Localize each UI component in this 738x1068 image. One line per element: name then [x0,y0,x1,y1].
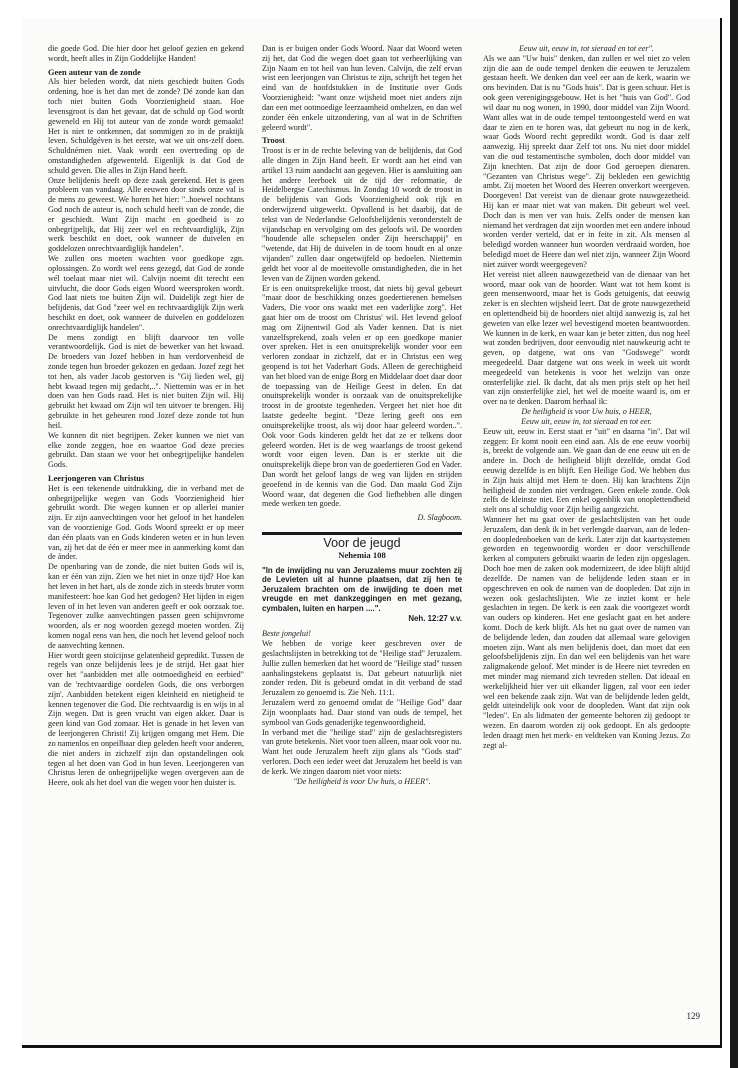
paragraph: We hebben de vorige keer geschreven over de geslachtslijsten in betrekking tot de "Heilige stad" Jeruzalem. Jullie zullen bemerken dat het woord de "Heilige stad" tussen aanhalingstekens geplaatst is. Dat gebeurt natuurlijk niet zonder reden. Dit is gebeurd omdat in dit verband de stad Jeruzalem zo genoemd is. Zie Neh. 11:1. [262,639,462,698]
paragraph: We zullen ons moeten wachten voor goedkope zgn. oplossingen. Zo wordt wel eens gezegd, dat God de zonde wél toelaat maar niet wil. Calvijn noemt dit terecht een uitvlucht, die door Gods eigen Woord weersproken wordt. God laat niets toe buiten Zijn wil. Duidelijk zegt hier de belijdenis, dat God "zeer wel en rechtvaardiglijk Zijn werk beschikt en doet, ook wanneer de duivelen en goddelozen onrechtvaardiglijk handelen". [48,254,244,332]
paragraph: Hier wordt geen stoïcijnse gelatenheid gepredikt. Tussen de regels van onze belijdenis lees je de strijd. Het gaat hier over het "aanbidden met alle ootmoedigheid en eerbied" van de 'rechtvaardige oordelen Gods, die ons verborgen zijn'. Aanbidden betekent eigen kleinheid en nietigheid te kennen tegenover die God. Die rechtvaardig is en wijs in al Zijn wegen. Dat is geen vrucht van eigen akker. Daar is geen kind van God zomaar. Het is genade in het leven van de leerjongeren Christi! Zij krijgen omgang met Hem. Die zo namenlos en onpeilbaar diep geleden heeft voor anderen, die niet anders in zichzelf zijn dan opstandelingen ook tegen al het doen van God in hun leven. Leerjongeren van Christus leren de onbegrijpelijke wegen overgeven aan de Heere, ook als het doel van die wegen voor hen duister is. [48,650,244,788]
salutation: Beste jongelui! [262,629,311,639]
column-right [483,44,690,751]
meditation-continued [262,44,462,523]
paragraph: Jeruzalem werd zo genoemd omdat de "Heilige God" daar Zijn woonplaats had. Daar stond van ouds de tempel, het symbool van Gods genaderijke tegenwoordigheid. [262,698,462,727]
scan-edge [730,0,738,1068]
poem-line: "De heiligheid is voor Uw huis, o HEER". [293,776,431,786]
jeugd-title: Voor de jeugd [323,536,401,550]
paragraph: Want het oude Jeruzalem heeft zijn glans als "Gods stad" verloren. Doch een ieder weet dat Jeruzalem het beeld is van de kerk. We zingen daarom niet voor niets: [262,747,462,776]
page-number: 129 [686,1011,700,1021]
section-heading: Troost [262,136,285,146]
signature: D. Slagboom. [417,513,462,523]
poem-line: Eeuw uit, eeuw in, tot sieraad en tot eer. [521,416,652,426]
paragraph: Er is een onuitsprekelijke troost, dat niets bij geval gebeurt "maar door de beschikking onzes goedertierenen hemelsen Vaders, Die voor ons waakt met een vaderlijke zorg". Het gaat hier om de troost om Christus' wil. Het levend geloof mag om Zijnentwil God als Vader kennen. Dat is niet vanzelfsprekend, zoals velen er op een goedkope manier over spreken. Het is een onuitsprekelijk wonder voor een verloren zondaar in zichzelf, dat er in Christus een weg geopend is tot het Vaderhart Gods. Alleen de gerechtigheid van het bloed van de enige Borg en Middelaar doet daar door de toepassing van de Heilige Geest in delen. En dat onuitsprekelijk wonder is oorzaak van de onuitsprekelijke troost in de grootste tegenheden. Vergeet het niet hoe dit laatste gedeelte begint. "Deze lering geeft ons een onuitsprekelijke troost, als wij door haar geleerd worden..". Ook voor Gods kinderen geldt het dat ze er telkens door geleerd worden. Het is de weg waarlangs de troost gekend wordt voor eigen leven. Dan is er sterkte uit die onuitsprekelijk diepe bron van de goedertieren God en Vader. Dan wordt het geloof langs de weg van lijden en strijden geoefend in de kennis van die God. Dan maakt God Zijn Woord waar, dat degenen die God liefhebben alle dingen mede werken ten goede. [262,283,462,509]
document-page [22,18,722,1048]
section-heading: Geen auteur van de zonde [48,67,141,77]
paragraph: De openbaring van de zonde, die niet buiten Gods wil is, kan er één van zijn. Zien we het niet in onze tijd? Hoe kan het leven in het hart, als de zonde zich in steeds bruter vorm manifesteert: hoe kan God het gedogen? Het lijden in eigen leven of in het leven van anderen geeft er ook oorzaak toe. Tegenover zulke aanvechtingen passen geen schijnvrome woorden, als er nog woorden gezegd moeten worden. Zij komen nogal eens van hen, die noch het levend geloof noch de aanvechting kennen. [48,562,244,650]
paragraph: Dan is er buigen onder Gods Woord. Naar dat Woord weten zij het, dat God die wegen doet gaan tot verheerlijking van Zijn Naam en tot heil van hun leven. Calvijn, die zelf ervan wist een leerjongen van Christus te zijn, schrijft het tegen het eind van de hoofdstukken in de Institutie over Gods Voorzienigheid: "want onze wijsheid moet niet anders zijn dan een met ootmoedige leerzaamheid omhelzen, en dan wel zonder één enkele uitzondering, van al wat in de Schriften geleerd wordt". [262,44,462,132]
jeugd-body [262,629,462,786]
paragraph: We kunnen dit niet begrijpen. Zeker kunnen we niet van elke zonde zeggen, hoe en waartoe God deze precies gebruikt. Dan staan we voor het onbegrijpelijke handelen Gods. [48,430,244,470]
paragraph: Als hier beleden wordt, dat niets geschiedt buiten Gods ordening, hoe is het dan met de zonde? Dé zonde kan dan toch niet buiten Gods Voorzienigheid staan. Hoe levensgroot is dan het gevaar, dat de schuld op God wordt geweneld en Hij tot auteur van de zonde wordt gemaakt! Het is niet te ontkennen, dat sommigen zo in de praktijk leven. Schuldgéven is het eerste, wat we uit ons-zelf doen. Schuldnémen niet. Vaak wordt een overtreding op de omstandigheden afgewenteld. Eigenlijk is dat God de schuld geven. Die alles in Zijn Hand heeft. [48,77,244,175]
paragraph: Het vereist niet alleen nauwgezetheid van de dienaar van het woord, maar ook van de hoorder. Want wat tot hem komt is geen mensenwoord, maar het is Gods getuigenis, dat eeuwig zeker is en slechten wijsheid leert. Dat de grote nauwgezetheid en oplettendheid bij de hoorders niet altijd aanwezig is, zal het geweten van elke lezer wel bevestigend moeten beantwoorden. We kunnen in de kerk, en waar kan je beter zitten, dus nog heel wat zonden bedrijven, door eenvoudig niet nauwkeurig acht te geven, op datgene, wat ons van "Godswege" wordt meegedeeld. Daar datgene wat ons week in week uit wordt meegedeeld van betekenis is voor het welzijn van onze onsterfelijke ziel. Ik dacht, dat als men prijs stelt op het heil van zijn onsterfelijke ziel, het wel de moeite waard is, om er over na te denken. Daarom herhaal ik: [483,269,690,407]
paragraph: De mens zondigt en blijft daarvoor ten volle verantwoordelijk. God is niet de bewerker van het kwaad. De broeders van Jozef hebben in hun verdorvenheid de zonde tegen hun broeder gekozen en gedaan. Jozef zegt het tot hen, als vader Jacob gestorven is "Gij lieden wel, gij hebt kwaad tegen mij gedacht,..". Niettemin was er in het doen van hen Gods raad. Het is niet buiten Zijn wil. Hij gebruikt het kwaad om Zijn wil ten uitvoer te brengen. Hij gebruikte in het gebeuren rond Jozef deze zonde tot hun heil. [48,332,244,430]
paragraph: Troost is er in de rechte beleving van de belijdenis, dat God alle dingen in Zijn Hand heeft. Er wordt aan het eind van artikel 13 ruim aandacht aan gegeven. Hier is aansluiting aan het andere leerboek uit de tijd der reformatie, de Heidelbergse Catechismus. In Zondag 10 wordt de troost in de belijdenis van Gods Voorzienigheid ook rijk en onderwijzend uitgewerkt. Opvallend is het daarbij, dat de tekst van de Nederlandse Geloofsbelijdenis veronderstelt de vijandschap en vervolging om des geloofs wil. De woorden "houdende alle schepselen onder Zijn heerschappij" en "wetende, dat Hij de duivelen in de toom houdt en al onze vijanden" zullen daar ongetwijfeld op bedoelen. Niettemin geldt het voor al de moeitevolle omstandigheden, die in het leven van de Zijnen worden gekend. [262,146,462,283]
paragraph: In verband met die "heilige stad" zijn de geslachtsregisters van grote betekenis. Niet voor toen alleen, maar ook voor nu. [262,727,462,747]
paragraph: Als we aan "Uw huis" denken, dan zullen er wel niet zo velen zijn die aan de oude tempel denken die eeuwen te Jeruzalem gestaan heeft. We denken dan veel eer aan de kerk, waarin we ons bevinden. Dat is nu "Gods huis". Dat is geen schuur. Het is ook geen verenigingsgebouw. Het is het "huis van God". God wil daar nu nog wonen, in 1990, door middel van Zijn Woord. Want alles wat in de oude tempel tentoongesteld werd en wat daar te zien en te horen was, dat gebeurt nu nog in de kerk, waar Gods Woord recht gepredikt wordt. God is daar zelf aanwezig. Hij spreekt daar Zelf tot ons. Nu niet door middel van die oud testamentische symbolen, doch door middel van Zijn knechten. Dat zijn de door God geroepen dienaren. "Gezanten van Christus wege". Zij bekleden een gewichtig ambt. Zij moeten het Woord des Heeren onverkort weergeven. Doorgeven! Dat vereist van de dienaar grote nauwgezetheid. Hij kan er maar niet wat van maken. Dit gebeurt wel veel. Doch dan is men ver van huis. Zelfs onder de mensen kan niemand het verdragen dat zijn woorden met een andere inhoud worden verder verteld, dat er in feite in zit. Als mensen al beledigd worden wanneer hun woorden verdraaid worden, hoe beledigd moet de Heere dan wel niet zijn, wanneer Zijn Woord niet zuiver wordt weergegeven? [483,53,690,269]
jeugd-reference: Neh. 12:27 v.v. [408,613,462,623]
poem-line: Eeuw uit, eeuw in, tot sieraad en tot eer". [519,44,654,53]
section-heading: Leerjongeren van Christus [48,473,145,483]
jeugd-quote: "In de inwijding nu van Jeruzalems muur zochten zij de Levieten uit al hunne plaatsen, dat zij hen te Jeruzalem brachten om de inwijding te doen met vreugde en met dankzeggingen en met gezang, cymbalen, luiten en harpen ....". [262,565,462,613]
poem-line: De heiligheid is voor Uw huis, o HEER, [521,407,652,417]
column-middle [262,44,462,786]
paragraph: die goede God. Die hier door het geloof gezien en gekend wordt, heeft alles in Zijn Goddelijke Handen! [48,44,244,63]
section-divider [262,532,462,535]
column-left [48,44,244,788]
paragraph: Wanneer het nu gaat over de geslachtslijsten van het oude Jeruzalem, dan denk ik in het verlengde daarvan, aan de leden- en doopledenboeken van de kerk. Later zijn dat kaartsystemen geworden en tegenwoordig worden er door verschillende kerken al computers gebruikt waarin de leden zijn opgeslagen. Doch hoe men de zaken ook modernizeert, de idee blijft altijd dezelfde. De namen van de belijdende leden staan er in opgeschreven en ook de namen van de doopleden. Dat zijn in wezen ook geslachtslijsten. Wie ze inziet komt er hele geslachten in tegen. De kerk is een zaak die voortgezet wordt van ouders op kinderen. Het ene geslacht gaat en het andere komt. Doch de kerk blijft. Als het nu gaat over de namen van de belijdende leden, dan zouden dat allemaal ware gelovigen moeten zijn. Want als men belijdenis doet, dan moet dat een geloofsbelijdenis zijn. En dan wel een belijdenis van het ware zaligmakende geloof. Met minder is de Heere niet tevreden en met minder mag niemand zich tevreden stellen. Dat ideaal en werkelijkheid hier ver uit elkander liggen, zal voor een ieder wel een bekende zaak zijn. Wat van de belijdende leden geldt, geldt uiteindelijk ook voor de doopleden. Want dat zijn ook "leden". En als lidmaten der gemeente behoren zij gedoopt te wezen. En daarom worden zij ook gedoopt. En als gedoopte leden draagt men het merk- en veldteken van Koning Jezus. Zo zegt al- [483,515,690,750]
jeugd-subtitle: Nehemia 108 [338,549,386,560]
paragraph: Onze belijdenis heeft op deze zaak gerekend. Het is geen probleem van vandaag. Alle eeuwen door sinds onze val is de mens zo geweest. We horen het hier: "..hoewel nochtans God noch de auteur is, noch schuld heeft van de zonde, die er geschiedt. Want Zijn macht en goedheid is zo onbegrijpelijk, dat Hij zeer wel en rechtvaardiglijk, Zijn werk beschikt en doet, ook wanneer de duivelen en goddelozen onrechtvaardiglijk handelen". [48,175,244,254]
paragraph: Het is een tekenende uitdrukking, die in verband met de onbegrijpelijke wegen van Gods Voorzienigheid hier gebruikt wordt. Die wegen kunnen er op allerlei manier zijn. Er zijn aanvechtingen voor het geloof in het handelen van de voorzienige God. Gods Woord spreekt er op meer dan één plaats van en Gods kinderen weten er in hun leven van, zij het dat de één er meer mee in aanmerking komt dan de ánder. [48,483,244,562]
paragraph: Eeuw uit, eeuw in. Eerst staat er "uit" en daarna "in". Dat wil zeggen: Er komt nooit een eind aan. Als de ene eeuw voorbij is, breekt de volgende aan. We gaan dan de ene eeuw uit en de andere in. Doch de heiligheid blijft dezelfde, omdat God eeuwig dezelfde is en blijft. Een Heilige God. We hebben dus in Zijn huis altijd met Hem te doen. Hij kan krachtens Zijn heiligheid de zonden niet verdragen. Geen enkele zonde. Ook zelfs de kleinste niet. Een enkel ogenblik van onoplettendheid stelt ons al schuldig voor Zijn heilig aangezicht. [483,426,690,515]
